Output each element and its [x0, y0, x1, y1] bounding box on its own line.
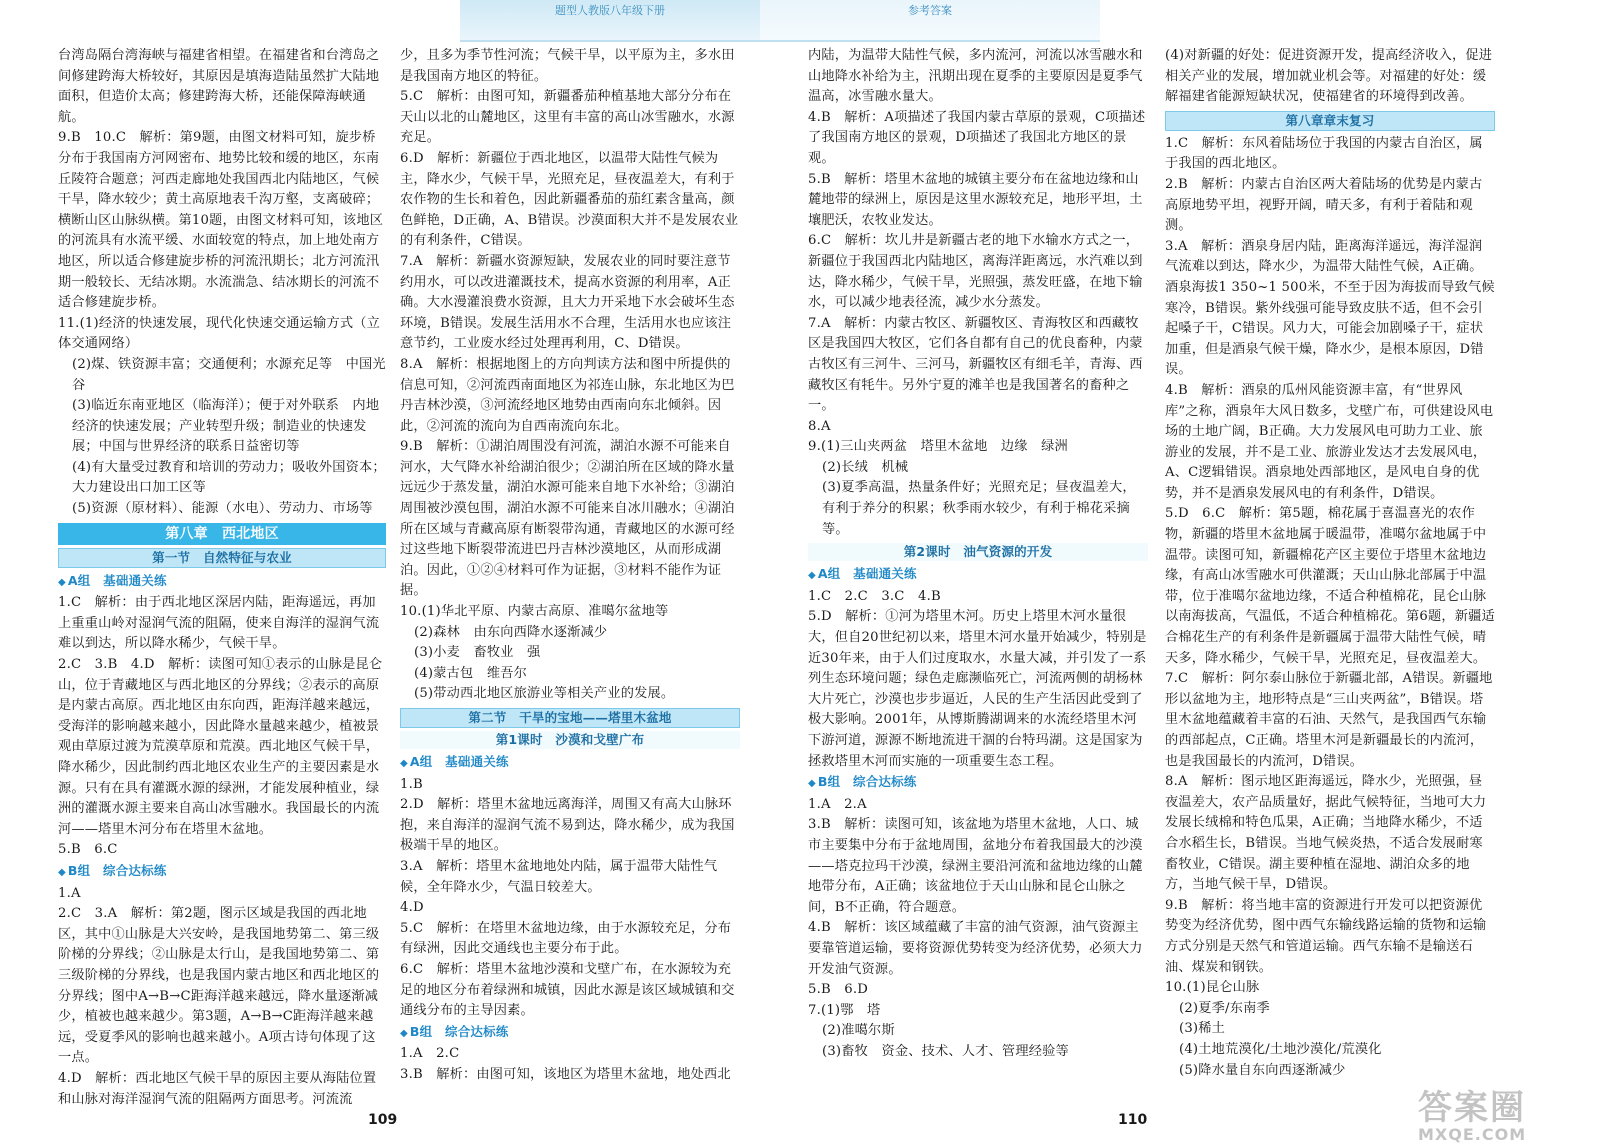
answer-para: (2)准噶尔斯: [822, 1023, 895, 1039]
answer-para: (4)土地荒漠化/土地沙漠化/荒漠化: [1179, 1041, 1382, 1057]
group-a-label: ◆ A组 基础通关练: [808, 564, 1148, 587]
answer-para: 4.B 解析：该区域蕴藏了丰富的油气资源，油气资源主要靠管道运输，要将资源优势转变为经济优势，必须大力开发油气资源。: [808, 920, 1143, 977]
review-heading: 第八章章末复习: [1165, 111, 1495, 131]
lesson-heading: 第1课时 沙漠和戈壁广布: [400, 731, 740, 749]
column-1: [58, 46, 386, 1110]
answer-para: 3.B 解析：读图可知，该盆地为塔里木盆地，人口、城市主要集中分布于盆地周围，盆地分布着我国最大的沙漠——塔克拉玛干沙漠，绿洲主要沿河流和盆地边缘的山麓地带分布，A正确；该盆地位于天山山脉和昆仑山脉之间，B不正确，符合题意。: [808, 817, 1143, 915]
answer-para: 11.(1)经济的快速发展，现代化快速交通运输方式（立体交通网络）: [58, 315, 380, 352]
answer-para: 8.A 解析：根据地图上的方向判读方法和图中所提供的信息可知，②河流西南面地区为祁连山脉，东北地区为巴丹吉林沙漠，③河流经地区地势由西南向东北倾斜。因此，②河流的流向为自西南流向东北。: [400, 356, 735, 434]
answer-para: 5.B 6.D: [808, 982, 869, 998]
answer-para: 4.B 解析：酒泉的瓜州风能资源丰富，有“世界风库”之称，酒泉年大风日数多，戈壁广布，可供建设风电场的土地广阔，B正确。大力发展风电可助力工业、旅游业的发展，并不是工业、旅游业发达才去发展风电，A、C逻辑错误。酒泉地处西部地区，是风电自身的优势，并不是酒泉发展风电的有利条件，D错误。: [1165, 382, 1494, 501]
answer-para: 1.A 2.A: [808, 796, 867, 812]
answer-para: 7.A 解析：内蒙古牧区、新疆牧区、青海牧区和西藏牧区是我国四大牧区，它们各自都有自己的优良畜种，内蒙古牧区有三河牛、三河马，新疆牧区有细毛羊，青海、西藏牧区有牦牛。另外宁夏的滩羊也是我国著名的畜种之一。: [808, 315, 1143, 414]
chapter-heading: 第八章 西北地区: [58, 523, 386, 545]
answer-para: 1.C 2.C 3.C 4.B: [808, 588, 941, 604]
header-band-left: [460, 0, 760, 42]
answer-para: 5.C 解析：在塔里木盆地边缘，由于水源较充足，分布有绿洲，因此交通线也主要分布于此。: [400, 920, 732, 957]
header-right-text: 参考答案: [908, 4, 952, 17]
answer-para: 5.B 6.C: [58, 842, 118, 858]
answer-para: 1.C 解析：东风着陆场位于我国的内蒙古自治区，属于我国的西北地区。: [1165, 135, 1483, 172]
page-number-left: 109: [368, 1112, 398, 1128]
group-a-label: ◆ A组 基础通关练: [58, 571, 386, 594]
answer-para: 9.B 解析：①湖泊周围没有河流，湖泊水源不可能来自河水，大气降水补给湖泊很少；②湖泊所在区域的降水量远远少于蒸发量，湖泊水源可能来自地下水补给；③湖泊周围被沙漠包围，湖泊水源不可能来自冰川融水；④湖泊所在区域与青藏高原有断裂带沟通，青藏地区的水源可经过这些地下断裂带流进巴丹吉林沙漠地区，从而形成湖泊。因此，①②④材料可作为证据，③材料不能作为证据。: [400, 439, 735, 599]
answer-para: (3)夏季高温，热量条件好；光照充足；昼夜温差大，有利于养分的积累；秋季雨水较少，有利于棉花采摘等。: [822, 480, 1136, 537]
answer-para: 2.C 3.A 解析：第2题，图示区域是我国的西北地区，其中①山脉是大兴安岭，是我国地势第二、第三级阶梯的分界线；②山脉是太行山，是我国地势第二、第三级阶梯的分界线，也是我国内蒙古地区和西北地区的分界线；图中A→B→C距海洋越来越远，降水量逐渐减少，植被也越来越少。第3题，A→B→C距海洋越来越远，受夏季风的影响也越来越小。A项古诗句体现了这一点。: [58, 906, 380, 1066]
answer-para: (2)煤、铁资源丰富；交通便利；水源充足等 中国光谷: [72, 356, 386, 393]
answer-para: 9.B 解析：将当地丰富的资源进行开发可以把资源优势变为经济优势，图中西气东输线路运输的货物和运输方式分别是天然气和管道运输。西气东输不是输送石油、煤炭和钢铁。: [1165, 897, 1487, 975]
answer-para: 9.(1)三山夹两盆 塔里木盆地 边缘 绿洲: [808, 439, 1068, 455]
answer-para: 3.A 解析：塔里木盆地地处内陆，属于温带大陆性气候，全年降水少，气温日较差大。: [400, 858, 718, 895]
column-3: [808, 46, 1148, 1063]
answer-para: 2.B 解析：内蒙古自治区两大着陆场的优势是内蒙古高原地势平坦，视野开阔，晴天多，有利于着陆和观测。: [1165, 176, 1483, 234]
page-number-right: 110: [1118, 1112, 1148, 1128]
header-band-right: [760, 0, 1100, 42]
answer-para: 1.A: [58, 885, 81, 901]
watermark-line1: 答案圈: [1418, 1088, 1526, 1128]
answer-para: 6.C 解析：塔里木盆地沙漠和戈壁广布，在水源较为充足的地区分布着绿洲和城镇，因此水源是该区域城镇和交通线分布的主导因素。: [400, 961, 735, 1019]
section-heading: 第一节 自然特征与农业: [58, 548, 386, 568]
answer-para: 4.D 解析：西北地区气候干旱的原因主要从海陆位置和山脉对海洋湿润气流的阻隔两方面思考。河流流: [58, 1070, 377, 1107]
answer-para: 10.(1)华北平原、内蒙古高原、准噶尔盆地等: [400, 604, 669, 620]
group-b-label: ◆ B组 综合达标练: [58, 861, 386, 884]
header-left-text: 题型人教版八年级下册: [555, 4, 665, 17]
watermark-logo: [1418, 1080, 1568, 1144]
answer-para: (5)资源（原材料）、能源（水电）、劳动力、市场等: [72, 501, 373, 517]
answer-para: (4)蒙古包 维吾尔: [414, 665, 527, 681]
answer-para: 7.(1)鄂 塔: [808, 1002, 881, 1018]
answer-para: (3)临近东南亚地区（临海洋）；便于对外联系 内地经济的快速发展；产业转型升级；制造业的快速发展；中国与世界经济的联系日益密切等: [72, 398, 380, 455]
group-a-label: ◆ A组 基础通关练: [400, 752, 740, 775]
answer-para: 2.C 3.B 4.D 解析：读图可知①表示的山脉是昆仑山，位于青藏地区与西北地区的分界线；②表示的高原是内蒙古高原。西北地区由东向西，距海洋越来越远，受海洋的影响越来越小，因此降水量越来越少，植被景观由草原过渡为荒漠草原和荒漠。西北地区气候干旱，降水稀少，因此制约西北地区农业生产的主要因素是水源。只有在具有灌溉水源的绿洲，才能发展种植业，绿洲的灌溉水源主要来自高山冰雪融水。我国最长的内流河——塔里木河分布在塔里木盆地。: [58, 657, 383, 837]
answer-para: 1.A 2.C: [400, 1046, 460, 1062]
column-2: [400, 46, 740, 1086]
answer-para: 5.C 解析：由图可知，新疆番茄种植基地大部分分布在天山以北的山麓地区，这里有丰富的高山冰雪融水，水源充足。: [400, 89, 735, 146]
answer-para: 5.D 6.C 解析：第5题，棉花属于喜温喜光的农作物，新疆的塔里木盆地属于暖温带，准噶尔盆地属于中温带。读图可知，新疆棉花产区主要位于塔里木盆地边缘，有高山冰雪融水可供灌溉；天山山脉北部属于中温带，位于准噶尔盆地边缘，不适合种植棉花，昆仑山脉以南海拔高，气温低，不适合种植棉花。第6题，新疆适合棉花生产的有利条件是新疆属于温带大陆性气候，晴天多，降水稀少，气候干旱，光照充足，昼夜温差大。: [1165, 506, 1495, 666]
answer-para: 内陆，为温带大陆性气候，多内流河，河流以冰雪融水和山地降水补给为主，汛期出现在夏季的主要原因是夏季气温高，冰雪融水量大。: [808, 48, 1143, 105]
lesson-heading: 第2课时 油气资源的开发: [808, 543, 1148, 561]
answer-para: 7.C 解析：阿尔泰山脉位于新疆北部，A错误。新疆地形以盆地为主，地形特点是“三山夹两盆”，B错误。塔里木盆地蕴藏着丰富的石油、天然气，是我国西气东输的西部起点，C正确。塔里木河是新疆最长的内流河，也是我国最长的内流河，D错误。: [1165, 671, 1493, 769]
answer-para: 8.A: [808, 418, 831, 434]
answer-para: 4.D: [400, 900, 424, 916]
answer-para: 9.B 10.C 解析：第9题，由图文材料可知，旋步桥分布于我国南方河网密布、地势比较和缓的地区，东南丘陵符合题意；河西走廊地处我国西北内陆地区，气候干旱，降水较少；黄土高原地表千沟万壑，支离破碎；横断山区山脉纵横。第10题，由图文材料可知，该地区的河流具有水流平缓、水面较宽的特点，加上地处南方地区，所以适合修建旋步桥的河流汛期长；北方河流汛期一般较长、无结冰期。水流湍急、结冰期长的河流不适合修建旋步桥。: [58, 130, 384, 311]
watermark-line2: MXQE.COM: [1418, 1125, 1527, 1144]
answer-para: (3)小麦 畜牧业 强: [414, 645, 541, 661]
group-b-label: ◆ B组 综合达标练: [400, 1022, 740, 1045]
answer-para: (2)长绒 机械: [822, 459, 909, 475]
answer-para: 少，且多为季节性河流；气候干旱，以平原为主，多水田是我国南方地区的特征。: [400, 48, 735, 84]
group-b-label: ◆ B组 综合达标练: [808, 772, 1148, 795]
answer-para: (5)带动西北地区旅游业等相关产业的发展。: [414, 686, 675, 702]
answer-para: (5)降水量自东向西逐渐减少: [1179, 1062, 1346, 1078]
answer-para: 6.D 解析：新疆位于西北地区，以温带大陆性气候为主，降水少，气候干旱，光照充足，昼夜温差大，有利于农作物的生长和着色，因此新疆番茄的茄红素含量高，颜色鲜艳，D正确，A、B错误。沙漠面积大并不是发展农业的有利条件，C错误。: [400, 150, 739, 249]
answer-para: 6.C 解析：坎儿井是新疆古老的地下水输水方式之一，新疆位于我国西北内陆地区，离海洋距离远，水汽难以到达，降水稀少，气候干旱，光照强，蒸发旺盛，在地下输水，可以减少地表径流，减少水分蒸发。: [808, 233, 1143, 311]
column-4: [1165, 46, 1495, 1081]
answer-para: (2)夏季/东南季: [1179, 1000, 1270, 1016]
answer-para: 1.B: [400, 776, 423, 792]
answer-para: 8.A 解析：图示地区距海遥远，降水少，光照强，昼夜温差大，农产品质量好，据此气候特征，当地可大力发展长绒棉和特色瓜果，A正确；当地降水稀少，不适合水稻生长，B错误。当地气候炎热，不适合发展耐寒畜牧业，C错误。湖主要种植在湿地、湖泊众多的地方，当地气候干旱，D错误。: [1165, 774, 1487, 893]
answer-para: 3.B 解析：由图可知，该地区为塔里木盆地，地处西北: [400, 1066, 731, 1082]
section-heading: 第二节 干旱的宝地——塔里木盆地: [400, 708, 740, 728]
answer-para: 10.(1)昆仑山脉: [1165, 980, 1260, 996]
answer-para: 7.A 解析：新疆水资源短缺，发展农业的同时要注意节约用水，可以改进灌溉技术，提高水资源的利用率，A正确。大水漫灌浪费水资源，且大力开采地下水会破坏生态环境，B错误。发展生活用水不合理，生活用水也应该注意节约，工业废水经过处理再利用，C、D错误。: [400, 253, 735, 352]
answer-para: 1.C 解析：由于西北地区深居内陆，距海遥远，再加上重重山岭对湿润气流的阻隔，使来自海洋的湿润气流难以到达，所以降水稀少，气候干旱。: [58, 595, 380, 652]
answer-para: 台湾岛隔台湾海峡与福建省相望。在福建省和台湾岛之间修建跨海大桥较好，其原因是填海造陆虽然扩大陆地面积，但造价太高；修建跨海大桥，还能保障海峡通航。: [58, 48, 380, 125]
answer-para: (2)森林 由东向西降水逐渐减少: [414, 624, 608, 640]
answer-para: 3.A 解析：酒泉身居内陆，距离海洋遥远，海洋湿润气流难以到达，降水少，为温带大陆性气候，A正确。酒泉海拔1 350~1 500米，不至于因为海拔而导致气候寒冷，B错误。紫外线强可能导致皮肤不适，但不会引起嗓子干，C错误。风力大，可能会加剧嗓子干，症状加重，但是酒泉气候干燥，降水少，是根本原因，D错误。: [1165, 238, 1495, 378]
answer-para: 4.B 解析：A项描述了我国内蒙古草原的景观，C项描述了我国南方地区的景观，D项描述了我国北方地区的景观。: [808, 109, 1146, 166]
answer-para: 2.D 解析：塔里木盆地远离海洋，周围又有高大山脉环抱，来自海洋的湿润气流不易到达，降水稀少，成为我国极端干旱的地区。: [400, 797, 735, 854]
answer-para: 5.B 解析：塔里木盆地的城镇主要分布在盆地边缘和山麓地带的绿洲上，原因是这里水源较充足，地形平坦，土壤肥沃，农牧业发达。: [808, 171, 1143, 228]
answer-para: (4)对新疆的好处：促进资源开发，提高经济收入，促进相关产业的发展，增加就业机会等。对福建的好处：缓解福建省能源短缺状况，使福建省的环境得到改善。: [1165, 48, 1493, 105]
answer-para: (3)畜牧 资金、技术、人才、管理经验等: [822, 1043, 1069, 1059]
answer-para: 5.D 解析：①河为塔里木河。历史上塔里木河水量很大，但自20世纪初以来，塔里木河水量开始减少，特别是近30年来，由于人们过度取水，水量大减，并引发了一系列生态环境问题；绿色走廊濒临死亡，河流两侧的胡杨林大片死亡，沙漠也步步逼近，人民的生产生活因此受到了极大影响。2001年，从博斯腾湖调来的水流经塔里木河下游河道，源源不断地流进干涸的台特玛湖。这是国家为拯救塔里木河而实施的一项重要生态工程。: [808, 609, 1147, 769]
answer-para: (4)有大量受过教育和培训的劳动力；吸收外国资本；大力建设出口加工区等: [72, 459, 386, 496]
answer-para: (3)稀土: [1179, 1021, 1226, 1037]
